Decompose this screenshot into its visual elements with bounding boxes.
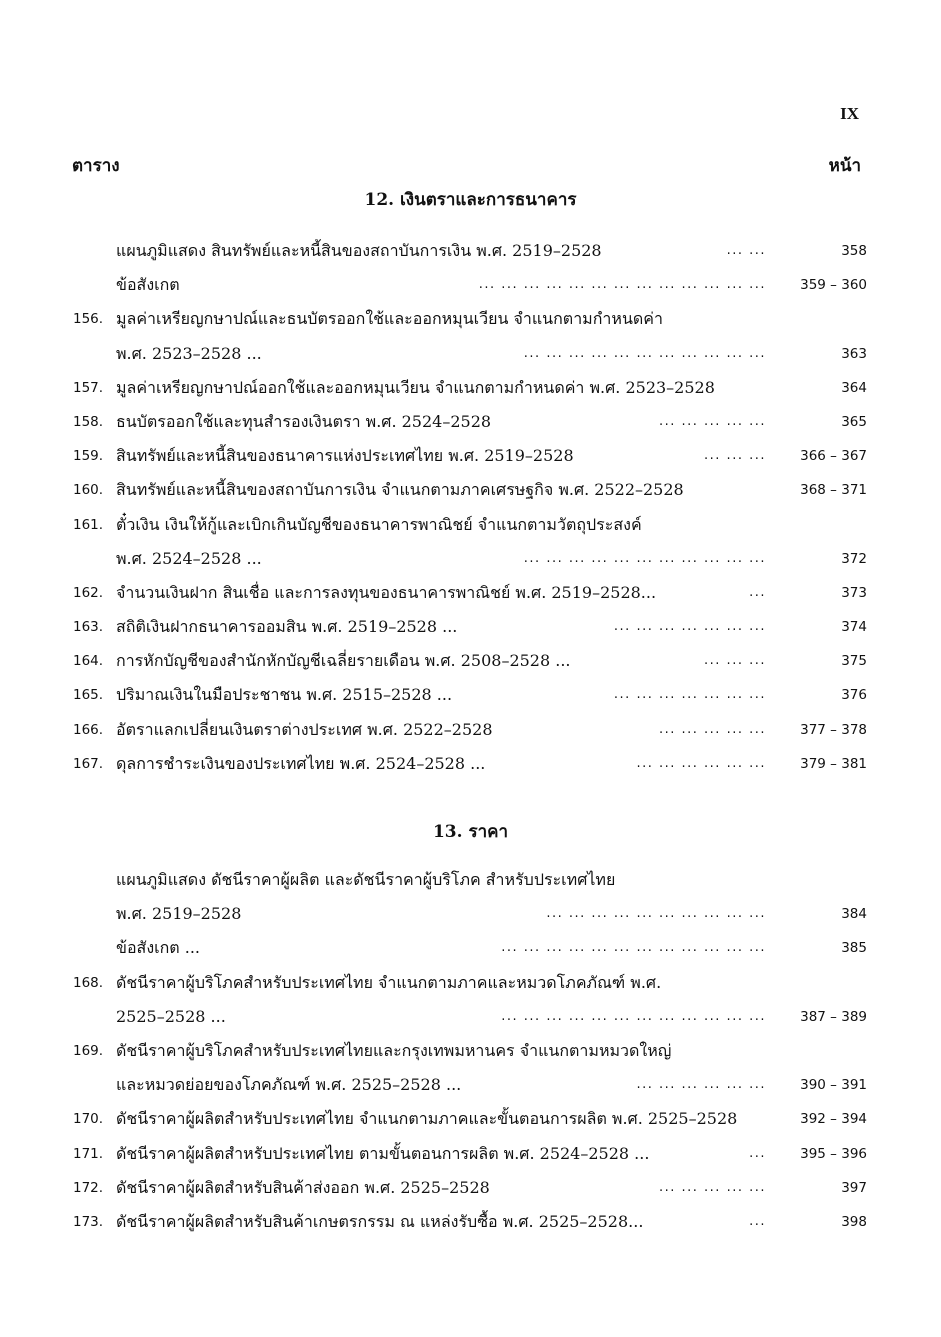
- page-reference: 379 – 381: [800, 755, 867, 772]
- entry-title: สินทรัพย์และหนี้สินของสถาบันการเงิน จำแนกตามภาคเศรษฐกิจ พ.ศ. 2522–2528: [116, 480, 684, 500]
- leader-dots: ... ... ... ... ... ... ... ... ... ... ... ...: [501, 1008, 766, 1024]
- entry-title: สินทรัพย์และหนี้สินของธนาคารแห่งประเทศไทย พ.ศ. 2519–2528: [116, 446, 574, 466]
- page-reference: 365: [841, 413, 867, 430]
- page-reference: 373: [841, 584, 867, 601]
- entry-title: ดัชนีราคาผู้ผลิตสำหรับประเทศไทย ตามขั้นตอนการผลิต พ.ศ. 2524–2528 ...: [116, 1143, 650, 1163]
- entry-title: จำนวนเงินฝาก สินเชื่อ และการลงทุนของธนาคารพาณิชย์ พ.ศ. 2519–2528...: [116, 582, 657, 602]
- toc-entry-line: [0, 576, 941, 610]
- leader-dots: ... ... ... ... ... ... ...: [613, 619, 766, 635]
- table-number: 165.: [73, 687, 104, 704]
- section-title-12: 12. เงินตราและการธนาคาร: [364, 190, 577, 210]
- toc-entry-line: [0, 302, 941, 336]
- toc-entry-line: [0, 1205, 941, 1239]
- leader-dots: ... ... ... ... ... ... ... ... ... ...: [546, 906, 766, 922]
- entry-title: ปริมาณเงินในมือประชาชน พ.ศ. 2515–2528 ...: [116, 685, 453, 705]
- toc-entry-line: [0, 897, 941, 931]
- section-title-13: 13. ราคา: [432, 822, 509, 842]
- entry-title: พ.ศ. 2519–2528: [116, 904, 242, 924]
- toc-entry-line: [0, 1137, 941, 1171]
- table-number: 166.: [73, 721, 104, 738]
- entry-title: สถิติเงินฝากธนาคารออมสิน พ.ศ. 2519–2528 ...: [116, 617, 458, 637]
- leader-dots: ...: [749, 584, 766, 600]
- leader-dots: ... ... ... ... ... ... ... ... ... ... ... ... ...: [478, 277, 766, 293]
- table-number: 172.: [73, 1179, 104, 1196]
- toc-entry-line: [0, 1034, 941, 1068]
- table-number: 160.: [73, 482, 104, 499]
- page-reference: 384: [841, 906, 867, 923]
- entry-title: การหักบัญชีของสำนักหักบัญชีเฉลี่ยรายเดือน พ.ศ. 2508–2528 ...: [116, 651, 571, 671]
- toc-entry-line: [0, 1102, 941, 1136]
- toc-entry-line: [0, 473, 941, 507]
- toc-entry-line: [0, 678, 941, 712]
- toc-entry-line: [0, 337, 941, 371]
- page-number: IX: [840, 104, 859, 123]
- toc-entry-line: [0, 542, 941, 576]
- entry-title: มูลค่าเหรียญกษาปณ์ออกใช้และออกหมุนเวียน จำแนกตามกำหนดค่า พ.ศ. 2523–2528: [116, 377, 715, 397]
- column-header-table: ตาราง: [72, 156, 120, 176]
- column-header-page: หน้า: [828, 156, 861, 176]
- entry-title: ตั๋วเงิน เงินให้กู้และเบิกเกินบัญชีของธนาคารพาณิชย์ จำแนกตามวัตถุประสงค์: [116, 514, 642, 534]
- entry-title: ดุลการชำระเงินของประเทศไทย พ.ศ. 2524–2528 ...: [116, 753, 486, 773]
- toc-entry-line: [0, 610, 941, 644]
- toc-entry-line: [0, 863, 941, 897]
- leader-dots: ... ... ...: [704, 653, 766, 669]
- section-13-entries: [0, 863, 941, 1239]
- table-number: 163.: [73, 619, 104, 636]
- leader-dots: ... ... ... ... ...: [658, 721, 766, 737]
- page-reference: 397: [841, 1179, 867, 1196]
- entry-title: ดัชนีราคาผู้ผลิตสำหรับสินค้าส่งออก พ.ศ. 2525–2528: [116, 1177, 490, 1197]
- page-reference: 363: [841, 345, 867, 362]
- page-reference: 358: [841, 243, 867, 259]
- page-reference: 385: [841, 940, 867, 957]
- table-number: 169.: [73, 1042, 104, 1059]
- leader-dots: ... ... ... ... ... ... ... ... ... ... ... ...: [501, 940, 766, 956]
- page-reference: 374: [841, 619, 867, 636]
- toc-entry-line: [0, 234, 941, 268]
- entry-title: ข้อสังเกต: [116, 275, 180, 295]
- entry-title: แผนภูมิแสดง สินทรัพย์และหนี้สินของสถาบันการเงิน พ.ศ. 2519–2528: [116, 241, 602, 260]
- toc-entry-line: [0, 644, 941, 678]
- page-reference: 395 – 396: [800, 1145, 867, 1162]
- table-number: 171.: [73, 1145, 104, 1162]
- leader-dots: ... ... ... ... ...: [658, 413, 766, 429]
- leader-dots: ... ... ...: [704, 448, 766, 464]
- table-number: 157.: [73, 379, 104, 396]
- page-reference: 364: [841, 379, 867, 396]
- leader-dots: ... ... ... ... ... ... ... ... ... ... ...: [523, 550, 766, 566]
- entry-title: พ.ศ. 2524–2528 ...: [116, 548, 262, 568]
- page-reference: 390 – 391: [800, 1077, 867, 1094]
- page-reference: 375: [841, 653, 867, 670]
- leader-dots: ... ... ... ... ... ... ... ... ... ... ...: [523, 345, 766, 361]
- entry-title: ธนบัตรออกใช้และทุนสำรองเงินตรา พ.ศ. 2524–2528: [116, 411, 492, 431]
- table-number: 159.: [73, 448, 104, 465]
- page-reference: 398: [841, 1213, 867, 1230]
- table-number: 158.: [73, 413, 104, 430]
- leader-dots: ...: [749, 1145, 766, 1161]
- entry-title: ข้อสังเกต ...: [116, 938, 201, 958]
- toc-entry-line: [0, 371, 941, 405]
- leader-dots: ... ... ... ... ...: [658, 1179, 766, 1195]
- toc-entry-line: [0, 268, 941, 302]
- table-number: 162.: [73, 584, 104, 601]
- toc-entry-line: [0, 1000, 941, 1034]
- toc-entry-line: [0, 1171, 941, 1205]
- page-reference: 368 – 371: [800, 482, 867, 499]
- page-reference: 359 – 360: [800, 277, 867, 294]
- leader-dots: ... ... ... ... ... ... ...: [613, 687, 766, 703]
- table-number: 164.: [73, 653, 104, 670]
- leader-dots: ... ... ... ... ... ...: [636, 1077, 766, 1093]
- toc-entry-line: [0, 931, 941, 965]
- toc-entry-line: [0, 508, 941, 542]
- entry-title: ดัชนีราคาผู้บริโภคสำหรับประเทศไทย จำแนกตามภาคและหมวดโภคภัณฑ์ พ.ศ.: [116, 972, 662, 992]
- toc-entry-line: [0, 966, 941, 1000]
- entry-title: มูลค่าเหรียญกษาปณ์และธนบัตรออกใช้และออกหมุนเวียน จำแนกตามกำหนดค่า: [116, 309, 663, 329]
- entry-title: ดัชนีราคาผู้ผลิตสำหรับประเทศไทย จำแนกตามภาคและขั้นตอนการผลิต พ.ศ. 2525–2528: [116, 1109, 738, 1129]
- page-reference: 387 – 389: [800, 1008, 867, 1025]
- entry-title: พ.ศ. 2523–2528 ...: [116, 343, 262, 363]
- page-reference: 377 – 378: [800, 721, 867, 738]
- toc-entry-line: [0, 1068, 941, 1102]
- toc-entry-line: [0, 405, 941, 439]
- entry-title: ดัชนีราคาผู้บริโภคสำหรับประเทศไทยและกรุงเทพมหานคร จำแนกตามหมวดใหญ่: [116, 1040, 672, 1060]
- entry-title: 2525–2528 ...: [116, 1006, 226, 1026]
- table-number: 161.: [73, 516, 104, 533]
- entry-title: แผนภูมิแสดง ดัชนีราคาผู้ผลิต และดัชนีราคาผู้บริโภค สำหรับประเทศไทย: [116, 870, 616, 889]
- entry-title: และหมวดย่อยของโภคภัณฑ์ พ.ศ. 2525–2528 ...: [116, 1075, 462, 1095]
- table-number: 170.: [73, 1111, 104, 1128]
- leader-dots: ... ...: [726, 243, 766, 258]
- leader-dots: ... ... ... ... ... ...: [636, 755, 766, 771]
- toc-entry-line: [0, 747, 941, 781]
- table-number: 168.: [73, 974, 104, 991]
- leader-dots: ...: [749, 1213, 766, 1229]
- table-number: 167.: [73, 755, 104, 772]
- table-number: 156.: [73, 311, 104, 328]
- section-12-entries: [0, 234, 941, 781]
- entry-title: ดัชนีราคาผู้ผลิตสำหรับสินค้าเกษตรกรรม ณ แหล่งรับซื้อ พ.ศ. 2525–2528...: [116, 1211, 644, 1231]
- page-reference: 392 – 394: [800, 1111, 867, 1128]
- table-number: 173.: [73, 1213, 104, 1230]
- toc-entry-line: [0, 439, 941, 473]
- page-reference: 376: [841, 687, 867, 704]
- page-reference: 372: [841, 550, 867, 567]
- page-reference: 366 – 367: [800, 448, 867, 465]
- entry-title: อัตราแลกเปลี่ยนเงินตราต่างประเทศ พ.ศ. 2522–2528: [116, 719, 493, 739]
- toc-entry-line: [0, 713, 941, 747]
